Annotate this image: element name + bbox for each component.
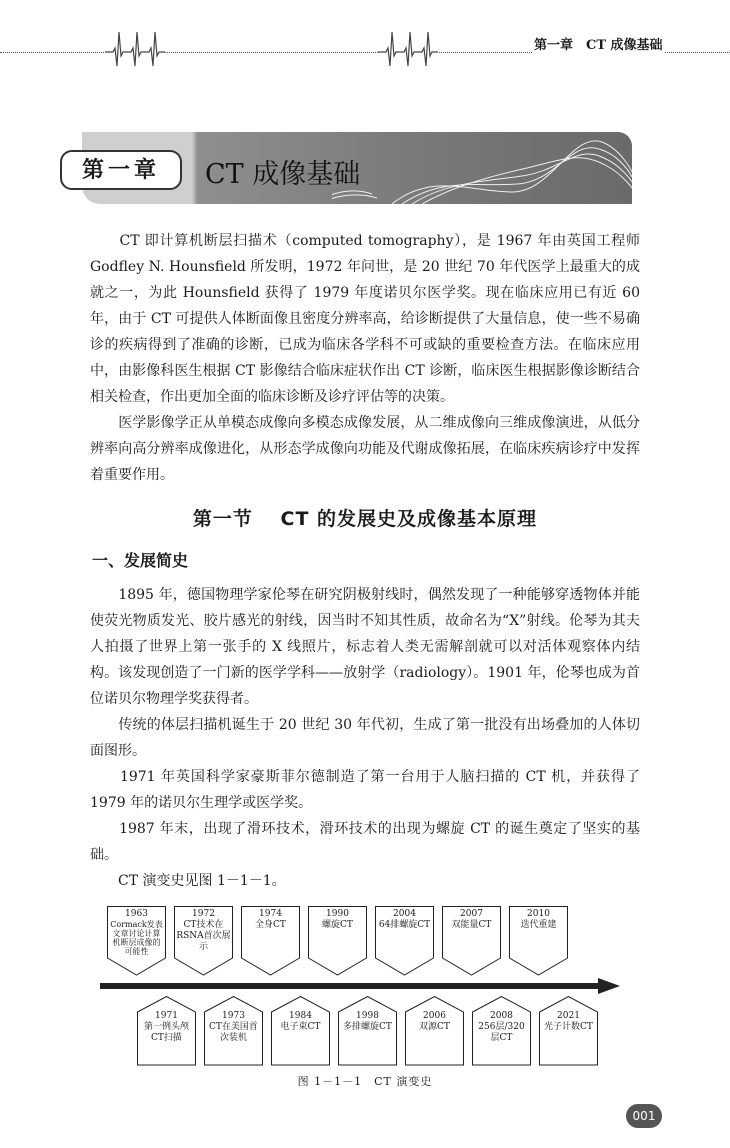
paragraph: CT 即计算机断层扫描术（computed tomography），是 1967 年由英国工程师 Godfley N. Hounsfield 所发明，1972 年问世，是 20 世纪 70 年代医学上最重大的成就之一，为此 Hounsfield 获得了 1979 年度诺贝尔医学奖。现在临床应用已有近 60 年，由于 CT 可提供人体断面像且密度分辨率高，给诊断提供了大量信息，使一些不易确诊的疾病得到了准确的诊断，已成为临床各学科不可或缺的重要检查方法。在临床应用中，由影像科医生根据 CT 影像结合临床症状作出 CT 诊断，临床医生根据影像诊断结合相关检查，作出更加全面的临床诊断及诊疗评估等的决策。 (90, 233, 640, 405)
event-year: 1990 (326, 909, 349, 919)
event-year: 2010 (527, 909, 550, 919)
event-description: 光子计数CT (544, 1022, 593, 1032)
event-year: 1972 (192, 909, 215, 919)
event-description: Cormack发表文章讨论计算机断层成像的可能性 (110, 920, 163, 956)
event-year: 1973 (222, 1011, 245, 1021)
event-description: 螺旋CT (322, 920, 353, 930)
timeline-event (107, 906, 166, 976)
event-description: 迭代重建 (520, 920, 557, 930)
timeline-event (174, 906, 233, 976)
timeline-event (405, 996, 464, 1066)
event-description: 多排螺旋CT (343, 1022, 392, 1032)
event-year: 2008 (490, 1011, 513, 1021)
page-number: 001 (626, 1104, 662, 1128)
paragraph: 1971 年英国科学家豪斯菲尔德制造了第一台用于人脑扫描的 CT 机，并获得了 1979 年的诺贝尔生理学或医学奖。 (90, 769, 640, 811)
event-description: 256层/320层CT (478, 1022, 525, 1043)
event-year: 1998 (356, 1011, 379, 1021)
event-description: 64排螺旋CT (378, 920, 431, 930)
event-year: 2004 (393, 909, 416, 919)
timeline-arrow (100, 978, 620, 994)
running-header: 第一章 CT 成像基础 (532, 34, 665, 53)
event-year: 2021 (557, 1011, 580, 1021)
intro-text (90, 228, 640, 488)
subsection-heading: 一、发展简史 (92, 551, 189, 570)
timeline-event (375, 906, 434, 976)
history-text (90, 582, 640, 894)
event-description: 双能量CT (451, 920, 492, 930)
event-description: 双源CT (419, 1022, 450, 1032)
event-description: 全身CT (255, 920, 286, 930)
ct-timeline-figure (90, 906, 640, 1066)
event-year: 2006 (423, 1011, 446, 1021)
section-heading: 第一节 CT 的发展史及成像基本原理 (192, 508, 538, 530)
chapter-number: 第一章 (60, 150, 182, 190)
paragraph: 1987 年末，出现了滑环技术，滑环技术的出现为螺旋 CT 的诞生奠定了坚实的基础。 (90, 821, 640, 863)
event-year: 1971 (155, 1011, 178, 1021)
timeline-event (338, 996, 397, 1066)
page-content (90, 0, 656, 1148)
paragraph: 1895 年，德国物理学家伦琴在研究阴极射线时，偶然发现了一种能够穿透物体并能使荧光物质发光、胶片感光的射线，因当时不知其性质，故命名为“X”射线。伦琴为其夫人拍摄了世界上第一张手的 X 线照片，标志着人类无需解剖就可以对活体观察体内结构。该发现创造了一门新的医学学科——放射学（radiology）。1901 年，伦琴也成为首位诺贝尔物理学奖获得者。 (90, 587, 640, 707)
event-description: 电子束CT (280, 1022, 321, 1032)
chapter-title: CT 成像基础 (205, 159, 361, 190)
figure-caption: 图 1－1－1 CT 演变史 (297, 1075, 433, 1088)
timeline-event (271, 996, 330, 1066)
event-year: 2007 (460, 909, 483, 919)
event-year: 1963 (125, 909, 148, 919)
event-year: 1974 (259, 909, 282, 919)
event-description: CT在美国首次装机 (209, 1022, 258, 1043)
timeline-event (442, 906, 501, 976)
timeline-event (241, 906, 300, 976)
timeline-event (472, 996, 531, 1066)
paragraph: 传统的体层扫描机诞生于 20 世纪 30 年代初，生成了第一批没有出场叠加的人体切面图形。 (90, 717, 640, 759)
timeline-event (539, 996, 598, 1066)
event-description: CT技术在RSNA首次展示 (176, 920, 231, 952)
timeline-event (509, 906, 568, 976)
paragraph: 医学影像学正从单模态成像向多模态成像发展，从二维成像向三维成像演进，从低分辨率向高分辨率成像进化，从形态学成像向功能及代谢成像拓展，在临床疾病诊疗中发挥着重要作用。 (90, 415, 640, 483)
timeline-event (308, 906, 367, 976)
event-year: 1984 (289, 1011, 312, 1021)
paragraph: CT 演变史见图 1－1－1。 (90, 873, 286, 889)
event-description: 第一例头颅CT扫描 (143, 1022, 189, 1043)
timeline-event (137, 996, 196, 1066)
timeline-event (204, 996, 263, 1066)
